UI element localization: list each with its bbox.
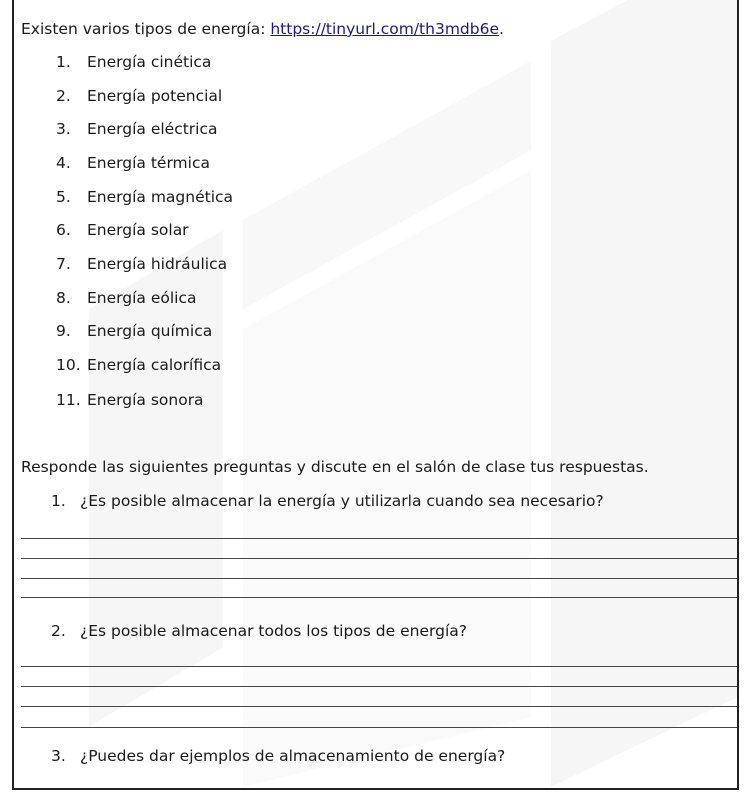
list-item-number: 6. [56,221,71,239]
answer-line[interactable] [21,706,737,707]
instructions-text: Responde las siguientes preguntas y discute en el salón de clase tus respuestas. [21,458,649,476]
list-item-number: 11. [56,391,81,409]
list-item-label: Energía térmica [87,154,210,172]
list-item-label: Energía sonora [87,391,204,409]
list-item-number: 5. [56,188,71,206]
list-item-number: 8. [56,289,71,307]
answer-line[interactable] [21,666,737,667]
question-text: ¿Puedes dar ejemplos de almacenamiento de energía? [80,747,506,765]
answer-line[interactable] [21,727,737,728]
answer-line[interactable] [21,578,737,579]
question-text: ¿Es posible almacenar la energía y utilizarla cuando sea necesario? [80,492,604,510]
list-item-number: 1. [56,53,71,71]
intro-text: Existen varios tipos de energía: [21,20,271,38]
list-item-label: Energía eólica [87,289,197,307]
question-text: ¿Es posible almacenar todos los tipos de energía? [80,622,467,640]
list-item-number: 7. [56,255,71,273]
list-item-label: Energía hidráulica [87,255,228,273]
intro-trailing: . [499,20,504,38]
list-item-number: 3. [56,120,71,138]
list-item-label: Energía cinética [87,53,212,71]
list-item-label: Energía calorífica [87,356,222,374]
question-number: 2. [51,622,66,640]
answer-line[interactable] [21,538,737,539]
question-number: 3. [51,747,66,765]
list-item-label: Energía eléctrica [87,120,218,138]
list-item-number: 2. [56,87,71,105]
list-item-label: Energía magnética [87,188,234,206]
list-item-label: Energía química [87,322,213,340]
list-item-number: 10. [56,356,81,374]
list-item-number: 4. [56,154,71,172]
intro-sentence [21,19,504,39]
answer-line[interactable] [21,686,737,687]
question-number: 1. [51,492,66,510]
worksheet-frame [12,0,739,790]
answer-line[interactable] [21,558,737,559]
list-item-number: 9. [56,322,71,340]
answer-line[interactable] [21,597,737,598]
energy-types-link[interactable]: https://tinyurl.com/th3mdb6e [270,20,499,38]
list-item-label: Energía solar [87,221,189,239]
list-item-label: Energía potencial [87,87,223,105]
